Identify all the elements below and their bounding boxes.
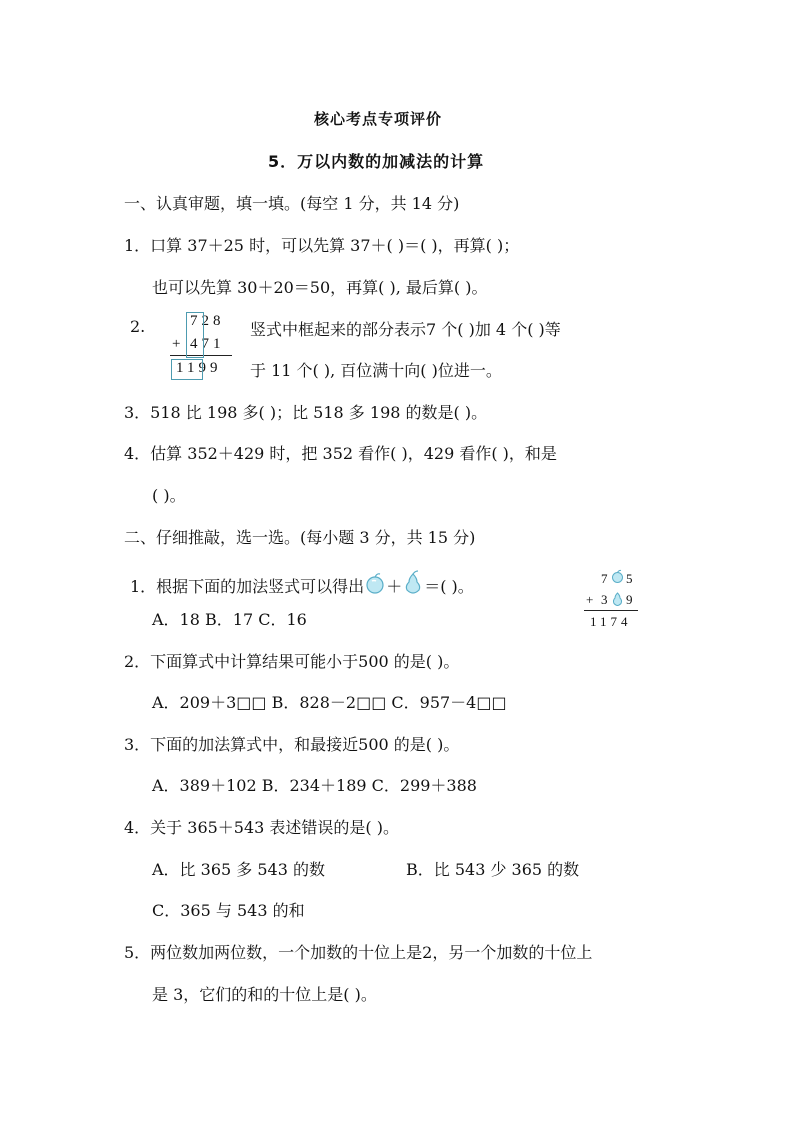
vc-row1-b: 5 <box>626 571 637 586</box>
s2-q4-option-b: B．比 543 少 365 的数 <box>406 860 580 879</box>
vc-row1-a: 7 <box>601 571 612 586</box>
s2-q3-options: A．389＋102 B．234＋189 C．299＋388 <box>152 776 477 795</box>
section2-heading: 二、仔细推敲，选一选。(每小题 3 分，共 15 分) <box>124 528 476 547</box>
q2-line2: 于 11 个( ), 百位满十向( )位进一。 <box>250 361 502 380</box>
s2-q1-plus: ＋ <box>386 577 403 596</box>
q1-line2: 也可以先算 30＋20＝50，再算( ), 最后算( )。 <box>152 278 488 297</box>
q4-line1: 4．估算 352＋429 时，把 352 看作( )，429 看作( )，和是 <box>124 444 557 463</box>
q2-line1: 竖式中框起来的部分表示7 个( )加 4 个( )等 <box>250 320 561 339</box>
s2-q2-text: 2．下面算式中计算结果可能小于500 的是( )。 <box>124 652 460 671</box>
s2-q5-line1: 5．两位数加两位数，一个加数的十位上是2，另一个加数的十位上 <box>124 943 593 962</box>
s2-q4-option-a: A．比 365 多 543 的数 <box>152 860 325 879</box>
highlight-box-tens <box>186 312 204 358</box>
q1-line1: 1．口算 37＋25 时，可以先算 37＋( )＝( )，再算( )； <box>124 236 520 255</box>
page-title: 核心考点专项评价 <box>314 110 443 128</box>
vc-row2-a: 3 <box>601 592 612 607</box>
vertical-op: + <box>172 336 185 352</box>
highlight-box-result <box>171 359 203 380</box>
s2-q2-options: A．209＋3□□ B．828－2□□ C．957－4□□ <box>152 693 507 712</box>
pear-icon <box>611 590 624 610</box>
s2-q1-row <box>130 570 474 598</box>
vertical-row2: 471 <box>190 336 225 352</box>
s2-q1-options: A．18 B．17 C．16 <box>152 610 307 629</box>
q2-number: 2. <box>130 317 146 336</box>
s2-q4-text: 4．关于 365＋543 表述错误的是( )。 <box>124 818 400 837</box>
vc-row2-b: 9 <box>626 592 637 607</box>
q4-line2: ( )。 <box>152 486 186 505</box>
q3-text: 3．518 比 198 多( )；比 518 多 198 的数是( )。 <box>124 403 488 422</box>
vertical-result: 1199 <box>176 360 222 376</box>
s2-q1-equals: ＝( )。 <box>424 577 474 596</box>
s2-q1-text: 1．根据下面的加法竖式可以得出 <box>130 577 365 596</box>
pear-icon <box>402 570 424 598</box>
s2-q3-text: 3．下面的加法算式中，和最接近500 的是( )。 <box>124 735 460 754</box>
vc-result: 1174 <box>590 614 632 629</box>
apple-icon <box>364 572 386 598</box>
apple-icon <box>611 569 624 588</box>
vc-sum-line <box>584 610 638 611</box>
s2-q4-option-c: C．365 与 543 的和 <box>152 901 305 920</box>
page-subtitle: 5．万以内数的加减法的计算 <box>268 152 485 171</box>
section1-heading: 一、认真审题，填一填。(每空 1 分，共 14 分) <box>124 194 460 213</box>
vertical-row1: 728 <box>190 313 225 329</box>
vc-op: + <box>586 592 598 607</box>
s2-q5-line2: 是 3，它们的和的十位上是( )。 <box>152 985 377 1004</box>
